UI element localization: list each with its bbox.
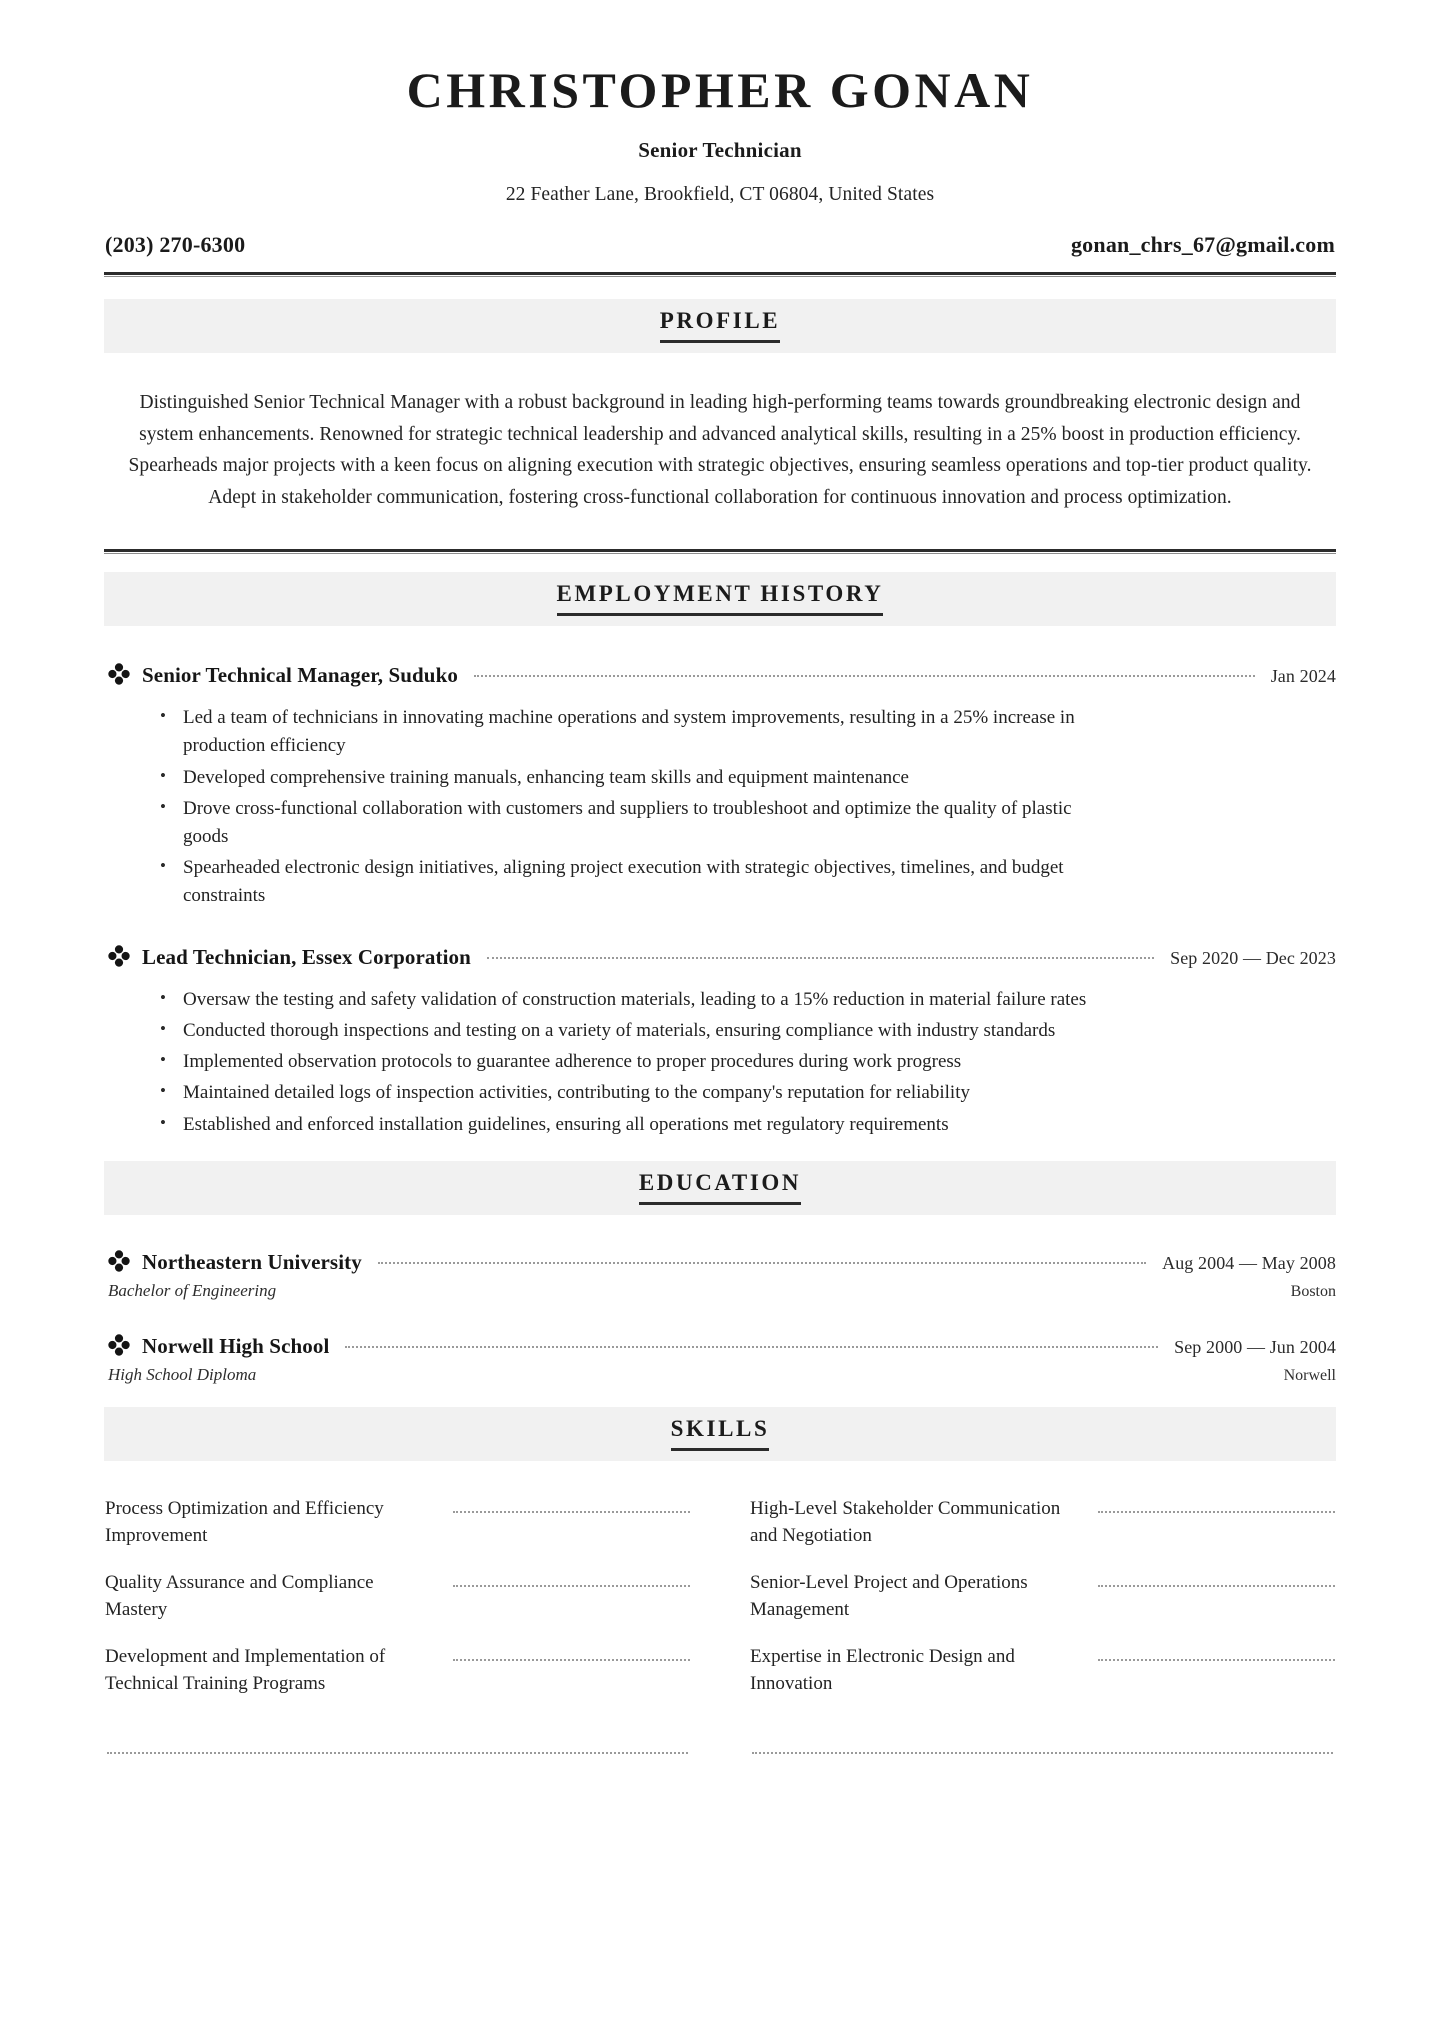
education-school-name: Norwell High School bbox=[142, 1333, 330, 1358]
leader-dots bbox=[345, 1346, 1158, 1348]
education-school-name: Northeastern University bbox=[142, 1249, 362, 1274]
employment-list bbox=[104, 660, 1336, 1138]
education-entry bbox=[104, 1331, 1336, 1385]
list-item: • Led a team of technicians in innovating machine operations and system improvements, resulting in a 25% increase in production efficiency bbox=[156, 704, 1106, 760]
skill-level-dots bbox=[1098, 1585, 1335, 1587]
employment-date: Jan 2024 bbox=[1270, 666, 1336, 687]
employment-bullet-list bbox=[156, 704, 1336, 910]
list-item: • Drove cross-functional collaboration with customers and suppliers to troubleshoot and optimize the quality of plastic goods bbox=[156, 795, 1106, 851]
education-entry-header bbox=[104, 1247, 1336, 1275]
phone-number[interactable]: (203) 270-6300 bbox=[105, 232, 246, 257]
education-list bbox=[104, 1247, 1336, 1385]
skill-label: Expertise in Electronic Design and Innovation bbox=[750, 1645, 1015, 1695]
employment-entry-header bbox=[104, 660, 1336, 688]
skill-item bbox=[750, 1495, 1335, 1569]
list-item: • Spearheaded electronic design initiatives, aligning project execution with strategic objectives, timelines, and budget constraints bbox=[156, 854, 1106, 910]
skill-level-dots bbox=[107, 1752, 688, 1754]
skill-label: High-Level Stakeholder Communication and Negotiation bbox=[750, 1497, 1061, 1547]
skill-label: Senior-Level Project and Operations Management bbox=[750, 1571, 1028, 1621]
employment-entry bbox=[104, 942, 1336, 1139]
skill-label: Development and Implementation of Technical Training Programs bbox=[105, 1645, 386, 1695]
education-degree: High School Diploma bbox=[108, 1364, 257, 1384]
job-title-subtitle: Senior Technician bbox=[638, 138, 802, 162]
skill-item-empty bbox=[750, 1717, 1335, 1775]
clover-marker-icon bbox=[108, 945, 130, 967]
list-item: • Maintained detailed logs of inspection activities, contributing to the company's reputation for reliability bbox=[156, 1079, 1106, 1107]
skill-label: Quality Assurance and Compliance Mastery bbox=[105, 1571, 374, 1621]
section-heading-employment: EMPLOYMENT HISTORY bbox=[557, 582, 884, 616]
clover-marker-icon bbox=[108, 663, 130, 685]
address-line: 22 Feather Lane, Brookfield, CT 06804, United States bbox=[505, 184, 935, 205]
skill-level-dots bbox=[1098, 1659, 1335, 1661]
education-date: Sep 2000 — Jun 2004 bbox=[1174, 1336, 1336, 1357]
section-band-profile bbox=[104, 299, 1336, 353]
education-date: Aug 2004 — May 2008 bbox=[1162, 1252, 1336, 1273]
contact-row bbox=[104, 232, 1336, 258]
employment-job-title: Lead Technician, Essex Corporation bbox=[142, 945, 471, 970]
list-item: • Implemented observation protocols to guarantee adherence to proper procedures during work progress bbox=[156, 1048, 1106, 1076]
skills-grid bbox=[104, 1495, 1336, 1775]
section-heading-skills: SKILLS bbox=[671, 1417, 770, 1451]
profile-divider bbox=[104, 549, 1336, 554]
leader-dots bbox=[378, 1262, 1146, 1264]
section-heading-education: EDUCATION bbox=[639, 1171, 801, 1205]
education-location: Norwell bbox=[1283, 1366, 1336, 1384]
leader-dots bbox=[487, 957, 1154, 959]
section-band-education bbox=[104, 1161, 1336, 1215]
skill-level-dots bbox=[453, 1659, 690, 1661]
education-entry bbox=[104, 1247, 1336, 1301]
clover-marker-icon bbox=[108, 1250, 130, 1272]
employment-bullet-list bbox=[156, 986, 1336, 1139]
employment-entry-header bbox=[104, 942, 1336, 970]
education-location: Boston bbox=[1290, 1282, 1336, 1300]
education-degree: Bachelor of Engineering bbox=[108, 1280, 277, 1300]
education-entry-header bbox=[104, 1331, 1336, 1359]
skill-label: Process Optimization and Efficiency Improvement bbox=[105, 1497, 384, 1547]
email-address[interactable]: gonan_chrs_67@gmail.com bbox=[1070, 232, 1335, 257]
skill-item bbox=[750, 1643, 1335, 1717]
leader-dots bbox=[474, 675, 1255, 677]
header-divider bbox=[104, 272, 1336, 277]
education-entry-subrow bbox=[104, 1281, 1336, 1301]
page-title: CHRISTOPHER GONAN bbox=[406, 62, 1034, 118]
skill-item bbox=[105, 1569, 690, 1643]
list-item: • Conducted thorough inspections and testing on a variety of materials, ensuring compliance with industry standards bbox=[156, 1017, 1106, 1045]
skill-item bbox=[750, 1569, 1335, 1643]
section-band-skills bbox=[104, 1407, 1336, 1461]
employment-entry bbox=[104, 660, 1336, 910]
employment-date: Sep 2020 — Dec 2023 bbox=[1170, 948, 1336, 969]
skill-item bbox=[105, 1643, 690, 1717]
section-band-employment bbox=[104, 572, 1336, 626]
section-heading-profile: PROFILE bbox=[660, 309, 780, 343]
skill-level-dots bbox=[453, 1585, 690, 1587]
skill-level-dots bbox=[453, 1511, 690, 1513]
resume-header bbox=[104, 62, 1336, 277]
skill-item-empty bbox=[105, 1717, 690, 1775]
employment-job-title: Senior Technical Manager, Suduko bbox=[142, 663, 458, 688]
skill-level-dots bbox=[752, 1752, 1333, 1754]
list-item: • Developed comprehensive training manuals, enhancing team skills and equipment maintenance bbox=[156, 764, 1106, 792]
education-entry-subrow bbox=[104, 1365, 1336, 1385]
list-item: • Established and enforced installation guidelines, ensuring all operations met regulatory requirements bbox=[156, 1111, 1106, 1139]
profile-summary-text: Distinguished Senior Technical Manager with a robust background in leading high-performing teams towards groundbreaking electronic design and system enhancements. Renowned for strategic technical leadership and advanced analytical skills, resulting in a 25% boost in production efficiency. Spearheads major projects with a keen focus on aligning execution with strategic objectives, ensuring seamless operations and top-tier product quality. Adept in stakeholder communication, fostering cross-functional collaboration for continuous innovation and process optimization. bbox=[128, 392, 1312, 508]
skill-item bbox=[105, 1495, 690, 1569]
clover-marker-icon bbox=[108, 1334, 130, 1356]
skill-level-dots bbox=[1098, 1511, 1335, 1513]
list-item: • Oversaw the testing and safety validation of construction materials, leading to a 15% reduction in material failure rates bbox=[156, 986, 1106, 1014]
